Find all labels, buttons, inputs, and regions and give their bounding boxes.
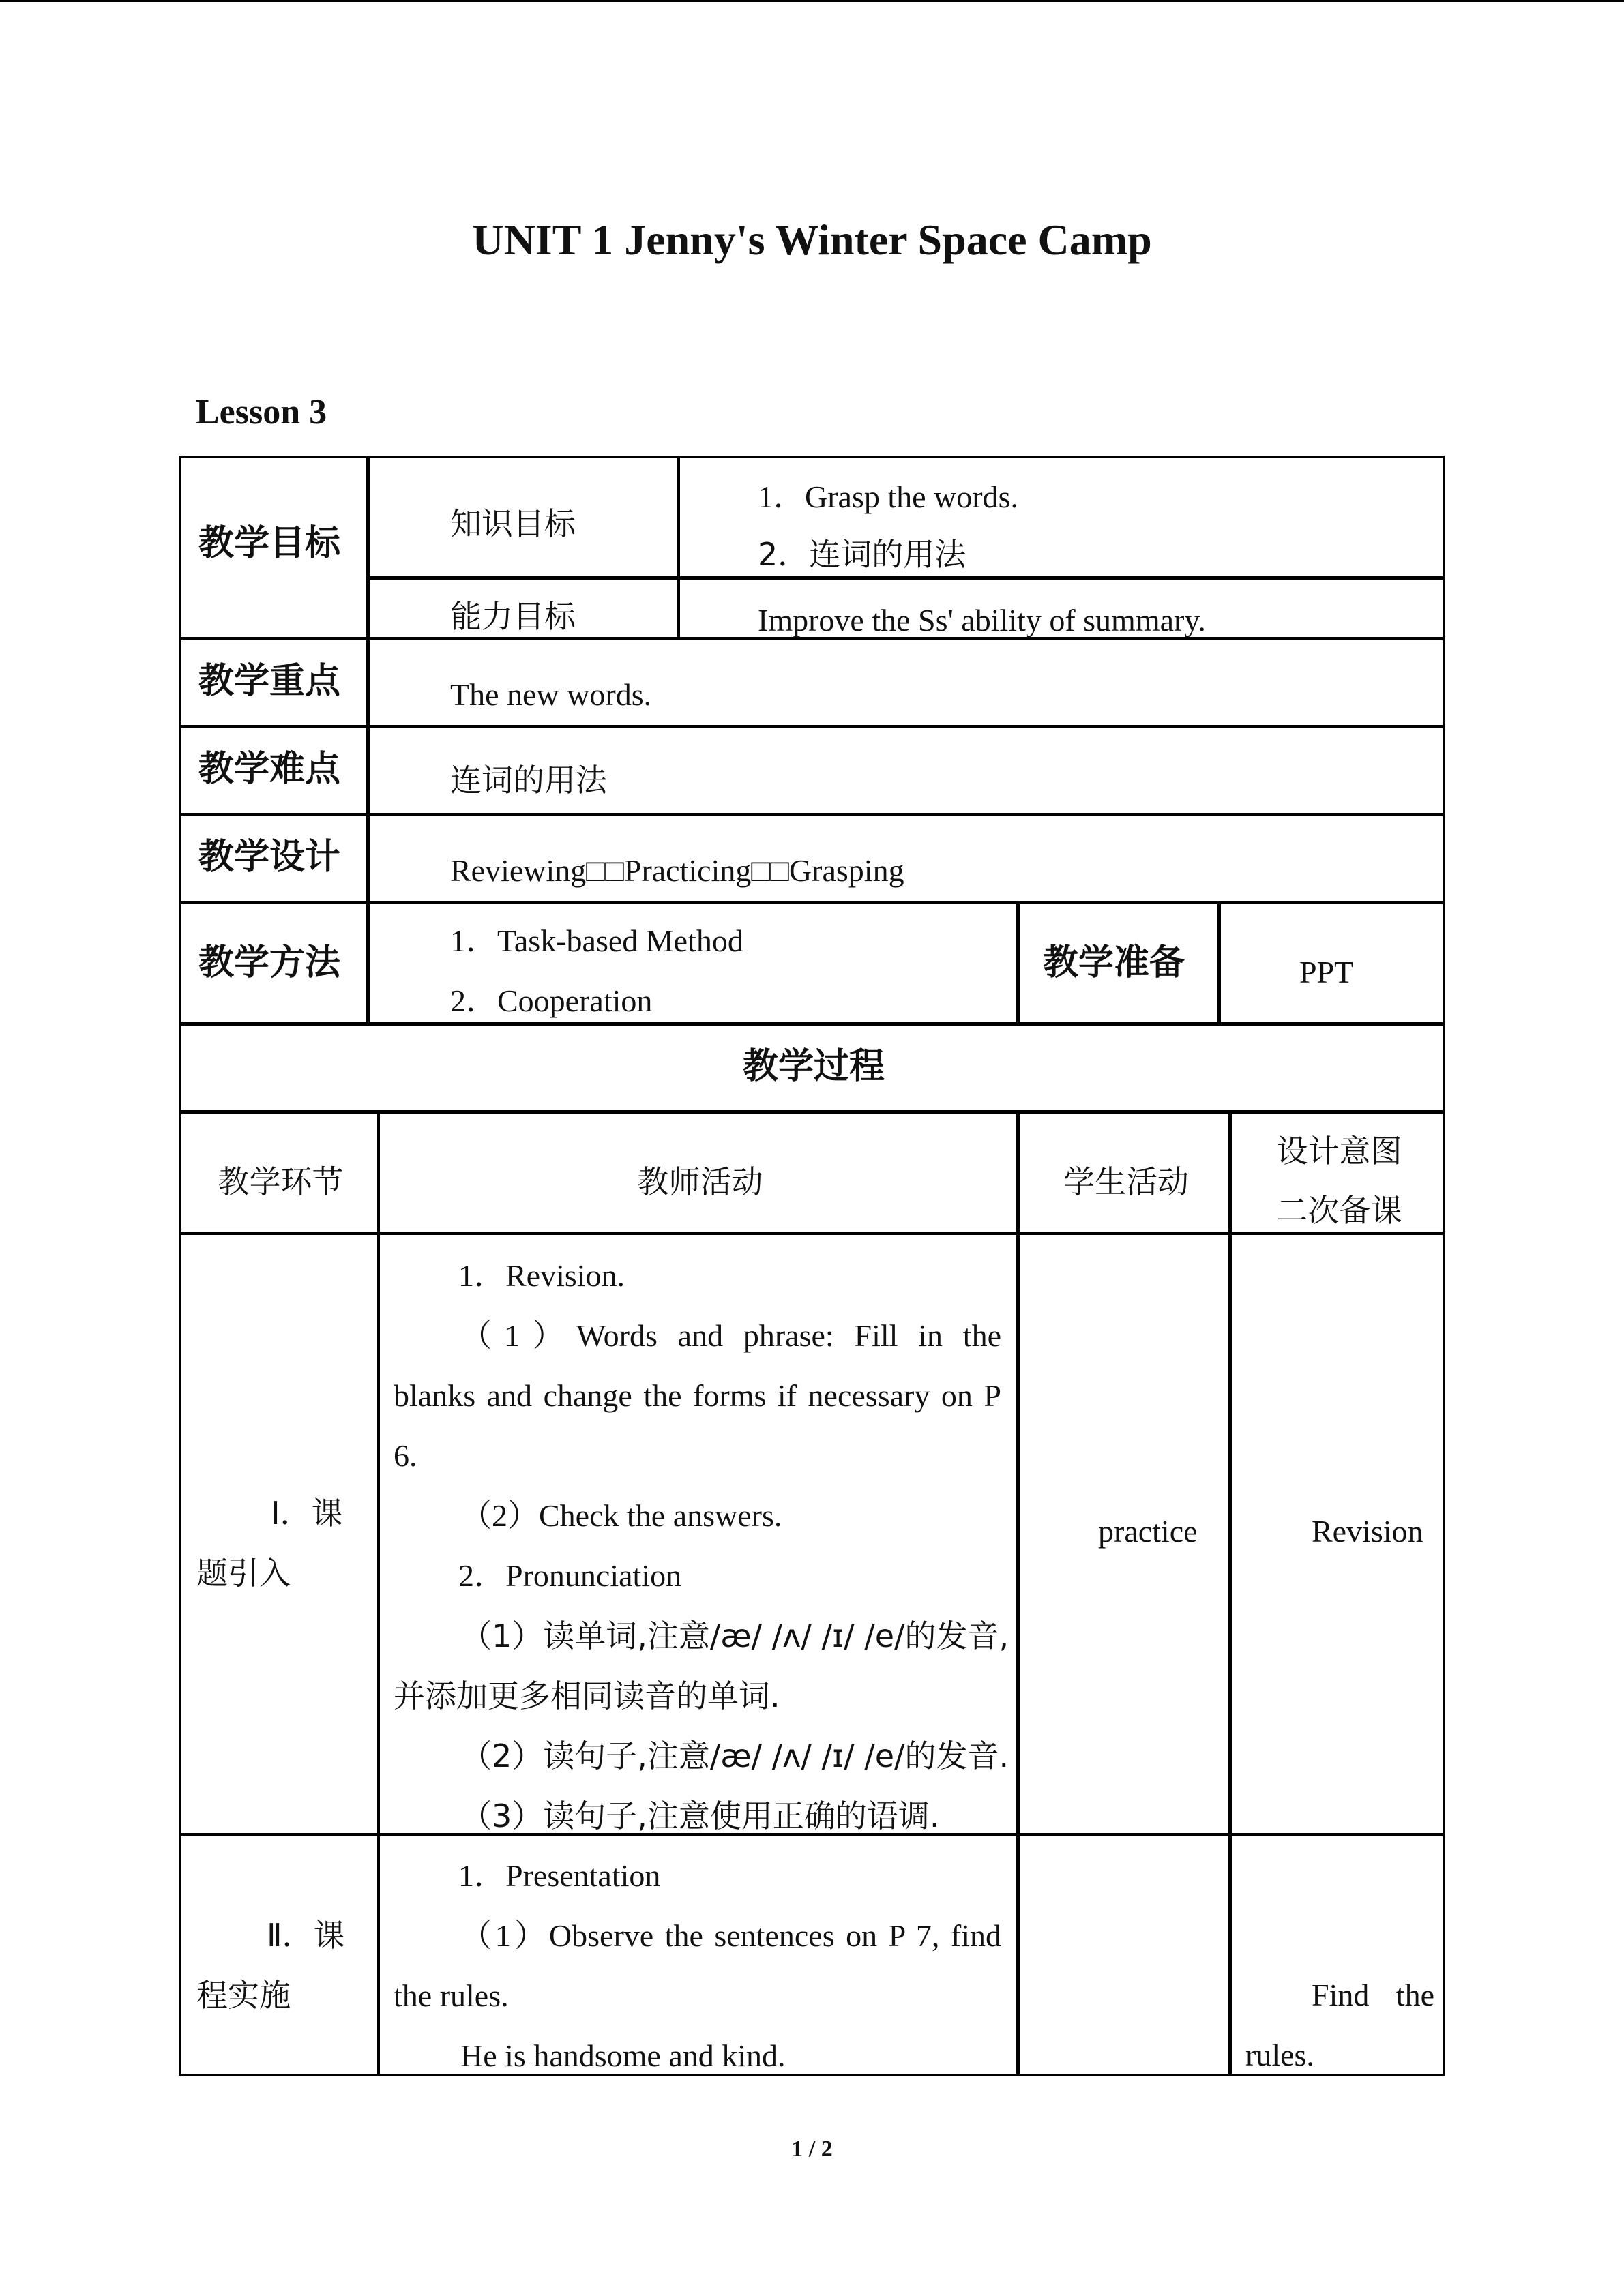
ability-content-cell <box>678 578 1445 639</box>
intent-text: Revision <box>1312 1514 1423 1549</box>
document-title: UNIT 1 Jenny's Winter Space Camp <box>472 215 1152 264</box>
intent-column-header-cell <box>1230 1112 1445 1234</box>
ability-label-cell <box>368 578 679 639</box>
lesson-heading: Lesson 3 <box>196 393 327 432</box>
student-activity-text: practice <box>1098 1514 1198 1549</box>
teacher-activity-line: （2）Check the answers. <box>460 1498 782 1533</box>
ability-goal-text: Improve the Ss' ability of summary. <box>758 603 1206 638</box>
teacher-activity-line: 1．Presentation <box>458 1858 661 1893</box>
stage-label: 题引入 <box>196 1555 291 1592</box>
student-column-header: 学生活动 <box>1063 1163 1189 1200</box>
difficult-points-header: 教学难点 <box>198 749 341 790</box>
key-points-text: The new words. <box>450 677 652 712</box>
student-activity-cell-2 <box>1018 1834 1230 2076</box>
page-number: 1 / 2 <box>791 2136 833 2162</box>
knowledge-goal-line: 2．连词的用法 <box>758 536 966 573</box>
intent-cell-2 <box>1230 1834 1445 2076</box>
teacher-activity-line: （1）Words and phrase: Fill in the <box>460 1318 1001 1353</box>
stage-column-header: 教学环节 <box>218 1163 344 1200</box>
design-cell <box>368 814 1445 903</box>
preparation-text: PPT <box>1299 955 1354 989</box>
teacher-activity-line: 2．Pronunciation <box>458 1558 682 1593</box>
teacher-activity-line: （1）读单词,注意/æ/ /ʌ/ /ɪ/ /e/的发音, <box>460 1617 1009 1654</box>
stage-label: 程实施 <box>196 1977 291 2014</box>
prep-cell <box>1219 902 1445 1024</box>
teacher-activity-line: （2）读句子,注意/æ/ /ʌ/ /ɪ/ /e/的发音. <box>460 1738 1009 1774</box>
key-points-cell <box>368 638 1445 727</box>
objectives-header: 教学目标 <box>198 523 341 564</box>
difficult-points-header-cell <box>179 726 368 815</box>
intent-column-header: 设计意图 <box>1276 1133 1402 1169</box>
knowledge-goal-label: 知识目标 <box>450 505 576 542</box>
student-activity-cell-1 <box>1018 1233 1230 1835</box>
method-line: 1．Task-based Method <box>450 923 743 958</box>
teacher-activity-cell-2 <box>378 1834 1018 2076</box>
design-header-cell <box>179 814 368 903</box>
stage-cell-1 <box>179 1233 379 1835</box>
process-header-cell <box>179 1024 1445 1112</box>
teacher-activity-line: （3）读句子,注意使用正确的语调. <box>460 1798 940 1834</box>
stage-label: Ⅱ．课 <box>267 1917 345 1954</box>
process-header: 教学过程 <box>742 1046 885 1087</box>
design-text: Reviewing□□Practicing□□Grasping <box>450 853 904 888</box>
teacher-column-header-cell <box>378 1112 1018 1234</box>
objectives-header-cell <box>179 456 368 639</box>
student-column-header-cell <box>1018 1112 1230 1234</box>
teacher-activity-line: He is handsome and kind. <box>460 2038 786 2073</box>
teacher-activity-line: the rules. <box>394 1978 509 2013</box>
teacher-activity-line: 并添加更多相同读音的单词. <box>394 1678 780 1714</box>
prep-header-cell <box>1018 902 1220 1024</box>
methods-cell <box>368 902 1018 1024</box>
stage-label: Ⅰ．课 <box>271 1495 343 1532</box>
difficult-points-text: 连词的用法 <box>450 762 607 799</box>
difficult-points-cell <box>368 726 1445 815</box>
stage-cell-2 <box>179 1834 379 2076</box>
teacher-activity-line: blanks and change the forms if necessary on P <box>394 1378 1001 1413</box>
intent-cell-1 <box>1230 1233 1445 1835</box>
key-points-header: 教学重点 <box>198 661 341 702</box>
intent-text: rules. <box>1245 2038 1314 2072</box>
methods-header-cell <box>179 902 368 1024</box>
knowledge-goal-line: 1．Grasp the words. <box>758 479 1018 514</box>
knowledge-content-cell <box>678 456 1445 578</box>
stage-column-header-cell <box>179 1112 379 1234</box>
knowledge-label-cell <box>368 456 679 578</box>
preparation-header: 教学准备 <box>1043 942 1185 983</box>
key-points-header-cell <box>179 638 368 727</box>
ability-goal-label: 能力目标 <box>450 598 576 635</box>
top-border-line <box>0 0 1624 2</box>
teacher-activity-line: （1）Observe the sentences on P 7, find <box>460 1918 1001 1953</box>
teacher-activity-line: 6. <box>394 1438 417 1473</box>
intent-text: Find the <box>1312 1978 1434 2012</box>
design-header: 教学设计 <box>198 837 341 878</box>
methods-header: 教学方法 <box>198 942 341 983</box>
teacher-activity-line: 1．Revision. <box>458 1258 625 1293</box>
teacher-activity-cell-1 <box>378 1233 1018 1835</box>
method-line: 2．Cooperation <box>450 983 653 1018</box>
teacher-column-header: 教师活动 <box>637 1163 763 1200</box>
second-prep-column-header: 二次备课 <box>1276 1192 1402 1229</box>
